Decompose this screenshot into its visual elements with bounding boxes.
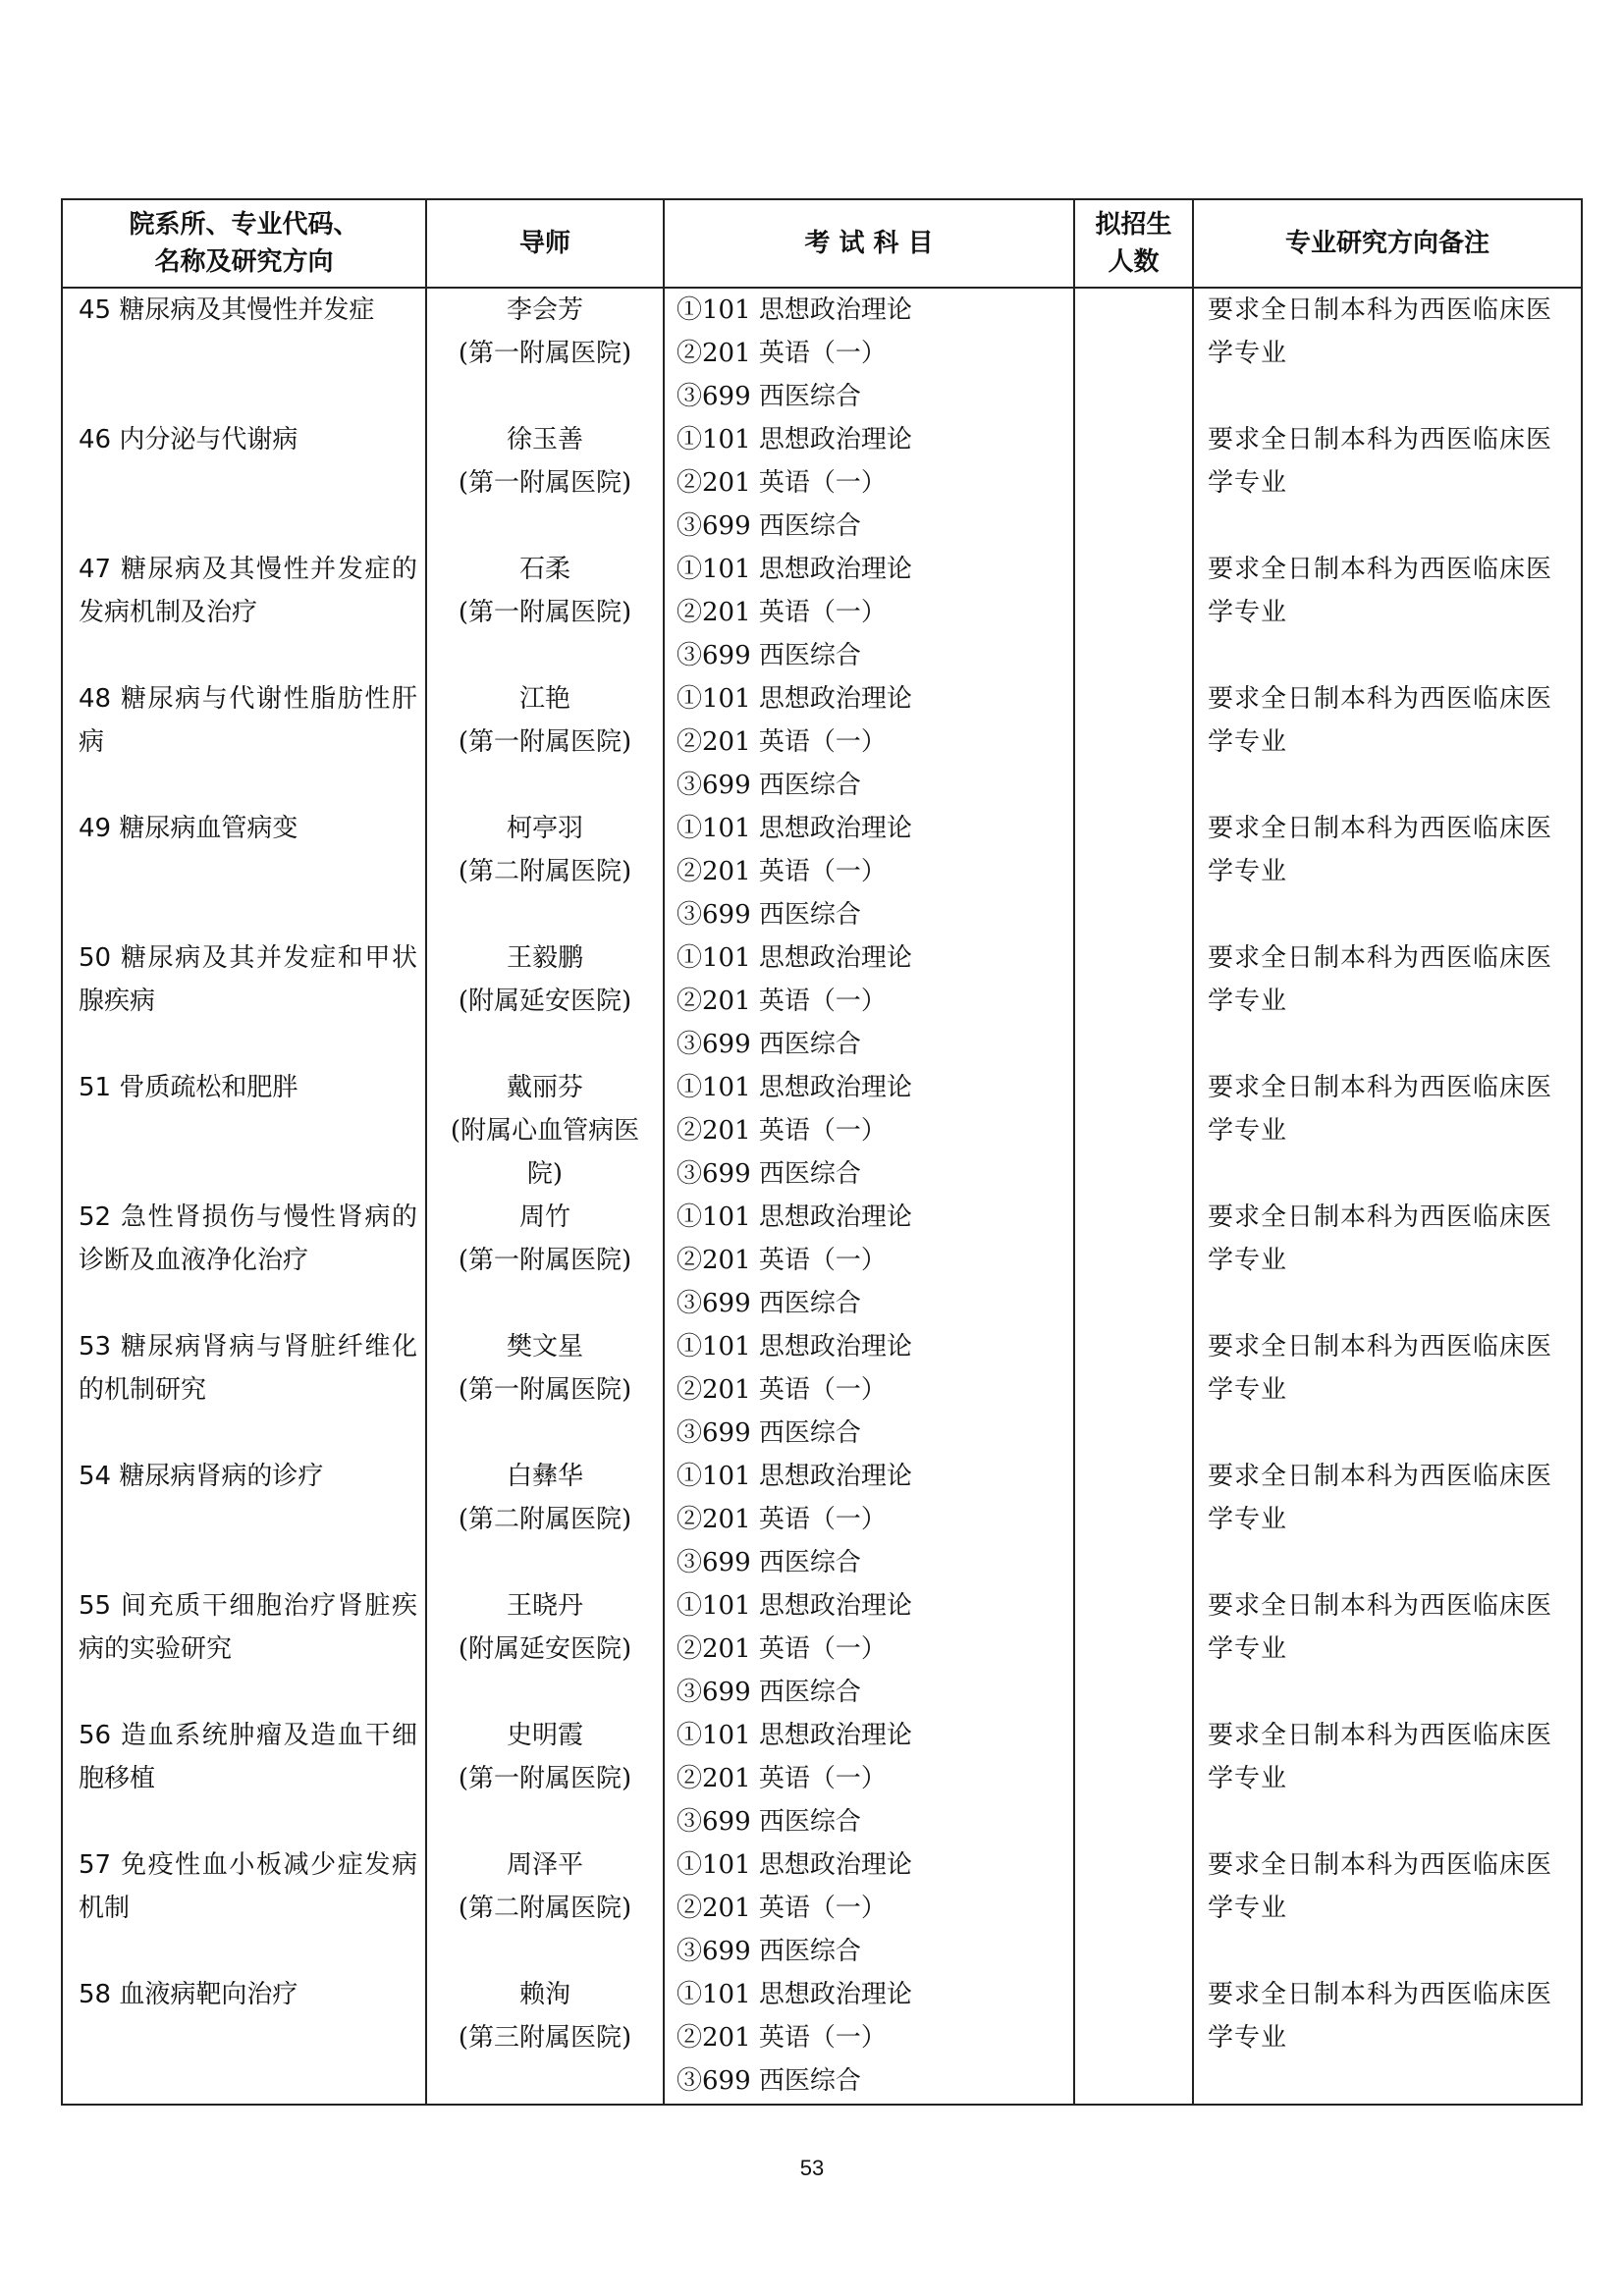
direction-name: 糖尿病及其慢性并发症 [119,295,375,325]
exam-subject: ①101 思想政治理论 [677,1980,912,2009]
table-body [62,288,1582,2105]
exam-subject: ③699 西医综合 [677,1678,861,1707]
direction-number: 52 [79,1202,112,1232]
direction-number: 50 [79,943,112,973]
tutor-hospital: (第二附属医院) [458,857,632,886]
table-row [62,1325,1582,1455]
header-exam: 考 试 科 目 [664,199,1074,288]
research-direction-cell [62,807,426,936]
exam-subjects-cell [664,1714,1074,1843]
direction-number: 55 [79,1591,112,1621]
exam-subject: ③699 西医综合 [677,1289,861,1318]
exam-subjects-cell [664,1066,1074,1196]
quota-cell [1074,548,1193,677]
exam-subjects-cell [664,418,1074,548]
note-cell: 要求全日制本科为西医临床医学专业 [1193,936,1582,1066]
tutor-name: 王毅鹏 [506,943,583,973]
note-cell: 要求全日制本科为西医临床医学专业 [1193,1714,1582,1843]
direction-name: 内分泌与代谢病 [119,425,298,454]
tutor-cell [426,936,664,1066]
exam-subject: ③699 西医综合 [677,1807,861,1837]
note-cell: 要求全日制本科为西医临床医学专业 [1193,1455,1582,1584]
exam-subject: ①101 思想政治理论 [677,943,912,973]
direction-number: 58 [79,1980,112,2009]
exam-subject: ②201 英语（一） [677,468,887,498]
tutor-hospital: (附属心血管病医院) [450,1116,640,1189]
tutor-name: 戴丽芬 [506,1073,583,1102]
direction-number: 45 [79,295,112,325]
exam-subject: ③699 西医综合 [677,1418,861,1448]
quota-cell [1074,1325,1193,1455]
tutor-cell [426,677,664,807]
exam-subject: ①101 思想政治理论 [677,814,912,843]
exam-subject: ①101 思想政治理论 [677,1073,912,1102]
exam-subject: ①101 思想政治理论 [677,1850,912,1880]
tutor-name: 周竹 [518,1202,570,1232]
exam-subjects-cell [664,1584,1074,1714]
research-direction-cell [62,1714,426,1843]
exam-subject: ②201 英语（一） [677,1246,887,1275]
research-direction-cell [62,1196,426,1325]
research-direction-cell [62,1325,426,1455]
exam-subject: ③699 西医综合 [677,511,861,541]
quota-cell [1074,418,1193,548]
note-cell: 要求全日制本科为西医临床医学专业 [1193,677,1582,807]
research-direction-cell [62,418,426,548]
exam-subject: ②201 英语（一） [677,727,887,757]
header-quota: 拟招生 人数 [1074,199,1193,288]
direction-name: 糖尿病肾病的诊疗 [119,1462,324,1491]
tutor-cell [426,1584,664,1714]
exam-subjects-cell [664,807,1074,936]
tutor-cell [426,1843,664,1973]
note-cell: 要求全日制本科为西医临床医学专业 [1193,807,1582,936]
research-direction-cell [62,1843,426,1973]
tutor-cell [426,1066,664,1196]
exam-subject: ②201 英语（一） [677,987,887,1016]
exam-subject: ①101 思想政治理论 [677,1462,912,1491]
exam-subject: ③699 西医综合 [677,900,861,930]
research-direction-cell [62,1973,426,2105]
exam-subject: ①101 思想政治理论 [677,425,912,454]
table-row [62,1584,1582,1714]
direction-name: 血液病靶向治疗 [119,1980,298,2009]
tutor-cell [426,288,664,418]
exam-subjects-cell [664,1196,1074,1325]
quota-cell [1074,1843,1193,1973]
tutor-hospital: (第一附属医院) [458,1375,632,1405]
table-row [62,288,1582,418]
tutor-name: 赖洵 [518,1980,570,2009]
tutor-name: 史明霞 [506,1721,583,1750]
quota-cell [1074,1584,1193,1714]
header-direction: 院系所、专业代码、 名称及研究方向 [62,199,426,288]
tutor-name: 石柔 [518,555,570,584]
research-direction-cell [62,1455,426,1584]
tutor-cell [426,1973,664,2105]
exam-subject: ③699 西医综合 [677,1548,861,1577]
direction-number: 47 [79,555,112,584]
quota-cell [1074,677,1193,807]
tutor-hospital: (第一附属医院) [458,339,632,368]
note-cell: 要求全日制本科为西医临床医学专业 [1193,1196,1582,1325]
exam-subjects-cell [664,936,1074,1066]
exam-subject: ①101 思想政治理论 [677,295,912,325]
note-cell: 要求全日制本科为西医临床医学专业 [1193,1973,1582,2105]
quota-cell [1074,288,1193,418]
note-cell: 要求全日制本科为西医临床医学专业 [1193,1325,1582,1455]
direction-name: 糖尿病及其慢性并发症的发病机制及治疗 [79,555,417,627]
tutor-name: 柯亭羽 [506,814,583,843]
tutor-name: 樊文星 [506,1332,583,1362]
enrollment-table-container [61,198,1581,2106]
note-cell: 要求全日制本科为西医临床医学专业 [1193,548,1582,677]
research-direction-cell [62,288,426,418]
direction-name: 糖尿病血管病变 [119,814,298,843]
tutor-name: 徐玉善 [506,425,583,454]
tutor-hospital: (第一附属医院) [458,598,632,627]
table-row [62,1196,1582,1325]
note-cell: 要求全日制本科为西医临床医学专业 [1193,1584,1582,1714]
direction-name: 糖尿病与代谢性脂肪性肝病 [79,684,417,757]
tutor-hospital: (第一附属医院) [458,468,632,498]
direction-number: 57 [79,1850,112,1880]
tutor-name: 周泽平 [506,1850,583,1880]
research-direction-cell [62,1066,426,1196]
direction-number: 46 [79,425,112,454]
exam-subjects-cell [664,1325,1074,1455]
note-cell: 要求全日制本科为西医临床医学专业 [1193,418,1582,548]
direction-number: 51 [79,1073,112,1102]
exam-subject: ③699 西医综合 [677,1030,861,1059]
direction-name: 免疫性血小板减少症发病机制 [79,1850,417,1923]
direction-number: 53 [79,1332,112,1362]
exam-subject: ③699 西医综合 [677,2066,861,2096]
exam-subject: ③699 西医综合 [677,641,861,670]
exam-subjects-cell [664,1973,1074,2105]
quota-cell [1074,936,1193,1066]
quota-cell [1074,807,1193,936]
exam-subject: ②201 英语（一） [677,1894,887,1923]
exam-subject: ①101 思想政治理论 [677,555,912,584]
exam-subject: ①101 思想政治理论 [677,1202,912,1232]
direction-name: 糖尿病及其并发症和甲状腺疾病 [79,943,417,1016]
direction-number: 54 [79,1462,112,1491]
table-row [62,418,1582,548]
exam-subject: ②201 英语（一） [677,1505,887,1534]
header-note: 专业研究方向备注 [1193,199,1582,288]
direction-number: 56 [79,1721,112,1750]
tutor-hospital: (第一附属医院) [458,1764,632,1793]
table-row [62,548,1582,677]
research-direction-cell [62,548,426,677]
exam-subject: ②201 英语（一） [677,1634,887,1664]
table-row [62,677,1582,807]
quota-cell [1074,1455,1193,1584]
exam-subject: ②201 英语（一） [677,1375,887,1405]
tutor-cell [426,1714,664,1843]
table-header-row [62,199,1582,288]
header-tutor: 导师 [426,199,664,288]
quota-cell [1074,1714,1193,1843]
tutor-name: 江艳 [518,684,570,714]
quota-cell [1074,1196,1193,1325]
tutor-hospital: (第一附属医院) [458,1246,632,1275]
tutor-hospital: (第三附属医院) [458,2023,632,2053]
direction-number: 48 [79,684,112,714]
exam-subjects-cell [664,677,1074,807]
exam-subject: ①101 思想政治理论 [677,1332,912,1362]
exam-subject: ①101 思想政治理论 [677,1591,912,1621]
tutor-name: 王晓丹 [506,1591,583,1621]
note-cell: 要求全日制本科为西医临床医学专业 [1193,1843,1582,1973]
tutor-cell [426,807,664,936]
tutor-cell [426,1455,664,1584]
enrollment-table [61,198,1583,2106]
exam-subjects-cell [664,288,1074,418]
page-number: 53 [799,2156,825,2180]
direction-name: 造血系统肿瘤及造血干细胞移植 [79,1721,417,1793]
exam-subjects-cell [664,548,1074,677]
exam-subject: ③699 西医综合 [677,1937,861,1966]
table-row [62,1843,1582,1973]
tutor-hospital: (第一附属医院) [458,727,632,757]
exam-subject: ②201 英语（一） [677,1116,887,1146]
note-cell: 要求全日制本科为西医临床医学专业 [1193,1066,1582,1196]
direction-name: 间充质干细胞治疗肾脏疾病的实验研究 [79,1591,417,1664]
exam-subjects-cell [664,1843,1074,1973]
direction-name: 急性肾损伤与慢性肾病的诊断及血液净化治疗 [79,1202,417,1275]
exam-subject: ①101 思想政治理论 [677,684,912,714]
research-direction-cell [62,936,426,1066]
exam-subject: ②201 英语（一） [677,2023,887,2053]
tutor-cell [426,418,664,548]
research-direction-cell [62,1584,426,1714]
tutor-cell [426,1196,664,1325]
exam-subject: ③699 西医综合 [677,771,861,800]
exam-subject: ②201 英语（一） [677,857,887,886]
exam-subject: ②201 英语（一） [677,1764,887,1793]
tutor-hospital: (附属延安医院) [458,1634,632,1664]
note-cell: 要求全日制本科为西医临床医学专业 [1193,288,1582,418]
table-row [62,936,1582,1066]
table-row [62,1973,1582,2105]
tutor-cell [426,1325,664,1455]
table-row [62,1455,1582,1584]
exam-subject: ③699 西医综合 [677,382,861,411]
quota-cell [1074,1973,1193,2105]
table-row [62,807,1582,936]
direction-name: 骨质疏松和肥胖 [119,1073,298,1102]
tutor-hospital: (第二附属医院) [458,1505,632,1534]
direction-number: 49 [79,814,112,843]
tutor-name: 李会芳 [506,295,583,325]
table-row [62,1066,1582,1196]
tutor-cell [426,548,664,677]
quota-cell [1074,1066,1193,1196]
exam-subjects-cell [664,1455,1074,1584]
tutor-hospital: (附属延安医院) [458,987,632,1016]
research-direction-cell [62,677,426,807]
exam-subject: ③699 西医综合 [677,1159,861,1189]
direction-name: 糖尿病肾病与肾脏纤维化的机制研究 [79,1332,417,1405]
tutor-name: 白彝华 [506,1462,583,1491]
table-row [62,1714,1582,1843]
exam-subject: ②201 英语（一） [677,598,887,627]
exam-subject: ②201 英语（一） [677,339,887,368]
tutor-hospital: (第二附属医院) [458,1894,632,1923]
exam-subject: ①101 思想政治理论 [677,1721,912,1750]
